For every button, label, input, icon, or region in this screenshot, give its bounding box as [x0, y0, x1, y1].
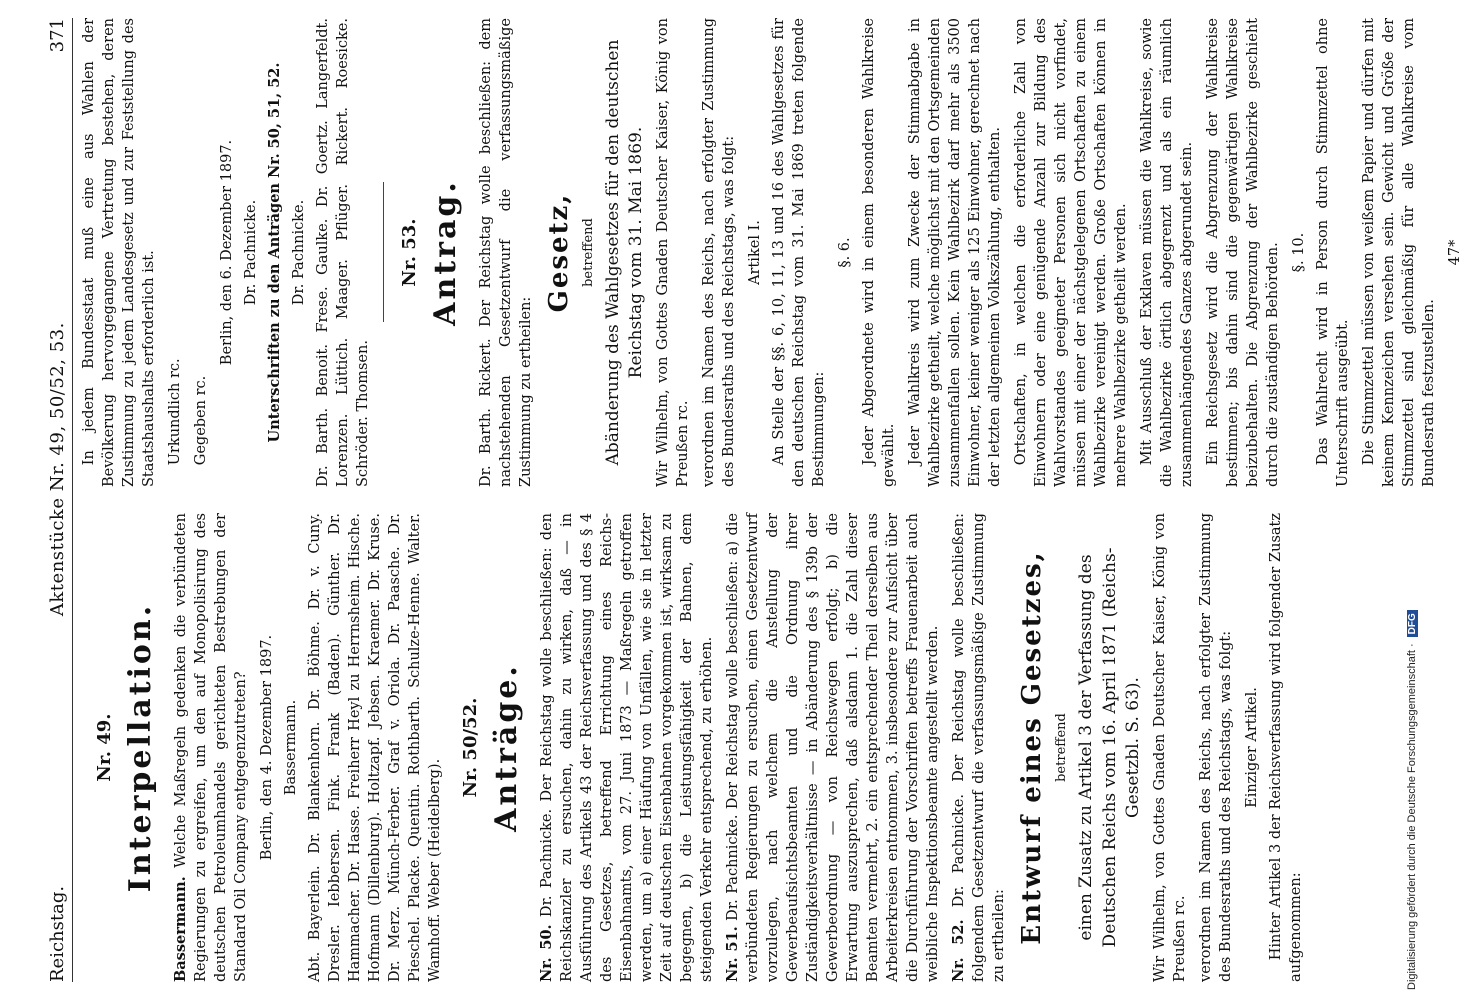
verordnen-1: verordnen im Namen des Reichs, nach erfolgter Zustimmung des Bundesraths und des Reichstags, was folgt: — [1197, 513, 1234, 982]
signatures-50-52: Dr. Barth. Benoit. Frese. Gaulke. Dr. Goertz. Langerfeldt. Lorenzen. Lüttich. Maager. Pflüger. Rickert. Roesicke. Schröder. Thomsen. — [315, 18, 371, 487]
header-center: Aktenstücke Nr. 49, 50/52, 53. — [47, 322, 68, 617]
par10: §. 10. — [1290, 232, 1307, 273]
p10a: Das Wahlrecht wird in Person durch Stimmzettel ohne Unterschrift ausgeübt. — [1314, 18, 1351, 487]
separator — [383, 183, 384, 323]
urkundlich: Urkundlich rc. — [167, 358, 183, 466]
par6: §. 6. — [836, 237, 853, 268]
dfg-credit — [1406, 10, 1418, 990]
dfg-logo: DFG — [1407, 610, 1418, 637]
nr50-label: Nr. 50. — [538, 924, 556, 982]
wir-1: Wir Wilhelm, von Gottes Gnaden Deutscher Kaiser, König von Preußen rc. — [1151, 513, 1188, 982]
an-stelle: An Stelle der §§. 6, 10, 11, 13 und 16 des Wahlgesetzes für den deutschen Reichstag vom 31. Mai 1869 treten folgende Bestimmungen: — [770, 18, 827, 487]
verordnen-2: verordnen im Namen des Reichs, nach erfolgter Zustimmung des Bundesraths und des Reichstags, was folgt: — [700, 18, 737, 487]
gegeben: Gegeben rc. — [193, 375, 209, 466]
betreffend-2: betreffend — [581, 218, 597, 287]
nr52-text: Dr. Pachnicke. Der Reichstag wolle beschließen: folgendem Gesetzentwurf die verfassungsmäßige Zustimmung zu ertheilen: — [951, 512, 1008, 982]
einziger-artikel: Einziger Artikel. — [1243, 687, 1260, 808]
nr51-text: Dr. Pachnicke. Der Reichstag wolle beschließen: a) die verbündeten Regierungen zu ersuchen, einen Gesetzentwurf vorzulegen, nach welchem die Anstellung der Gewerbeaufsichtsbeamten und die Ordnung ihrer Zuständigkeitsverhältnisse — in Abänderung des § 139b der Gewerbeordnung — von Reichswegen erfolgt; b) die Erwartung auszusprechen, daß alsdann 1. die Zahl dieser Beamten vermehrt, 2. ein entsprechender Theil derselben aus Arbeiterkreisen entnommen, 3. insbesondere zur Aufsicht über die Durchführung der Vorschriften betreffs Frauenarbeit auch weibliche Inspektionsbeamte angestellt werden. — [725, 512, 942, 982]
p6b: Jeder Wahlkreis wird zum Zwecke der Stimmabgabe in Wahlbezirke getheilt, welche möglichst mit den Ortsgemeinden zusammenfallen sollen. Kein Wahlbezirk darf mehr als 3500 Einwohner, keiner weniger als 125 Einwohner, gerechnet nach der letzten allgemeinen Volkszählung, enthalten. — [906, 18, 1003, 487]
entwurf-title: Entwurf eines Gesetzes, — [1017, 550, 1048, 945]
p6c: Ortschaften, in welchen die erforderliche Zahl von Einwohnern oder eine genügende Anzahl zur Bildung des Wahlvorstandes geeigneter Personen sich nicht vorfindet, müssen mit einer der nächstgelegenen Ortschaften zu einem Wahlbezirke vereinigt werden. Große Ortschaften können in mehrere Wahlbezirke getheilt werden. — [1012, 18, 1129, 487]
p10b: Die Stimmzettel müssen von weißem Papier und dürfen mit keinem Kennzeichen versehen sein. Gewicht und Größe der Stimmzettel sind gleichmäßig für alle Wahlkreise vom Bundesrath festzustellen. — [1360, 18, 1437, 487]
running-header — [6, 18, 73, 982]
antrag-title: Antrag. — [427, 179, 463, 326]
signer-52: Dr. Pachnicke. — [243, 199, 259, 306]
p6d: Mit Ausschluß der Exklaven müssen die Wahlkreise, sowie die Wahlbezirke örtlich abgegrenzt und als ein räumlich zusammenhängendes Ganzes abgerundet sein. — [1138, 18, 1195, 487]
column-right — [79, 18, 1463, 487]
interpellation-text: Welche Maßregeln gedenken die verbündeten Regierungen zu ergreifen, um den auf Monopolisirung des deutschen Petroleumhandels gerichteten Bestrebungen der Standard Oil Company entgegenzutreten? — [173, 513, 250, 982]
signer-49: Bassermann. — [283, 699, 300, 796]
zusatz-title: einen Zusatz zu Artikel 3 der Verfassung des Deutschen Reichs vom 16. April 1871 (Reichs-Gesetzbl. S. 63). — [1076, 547, 1144, 948]
header-left: Reichstag. — [47, 885, 68, 982]
artikel-1: Artikel I. — [746, 220, 763, 285]
signature-mark: 47* — [1446, 239, 1463, 266]
nr50-text: Dr. Pachnicke. Der Reichstag wolle beschließen: den Reichskanzler zu ersuchen, dahin zu wirken, daß — in Ausführung des Artikels 43 der Reichsverfassung und des § 4 des Gesetzes, betreffend Errichtung eines Reichs-Eisenbahnamts, vom 27. Juni 1873 — Maßregeln getroffen werden, um a) einer Häufung von Unfällen, wie sie in letzter Zeit auf deutschen Eisenbahnen vorgekommen ist, wirksam zu begegnen, b) die Leistungsfähigkeit der Bahnen, dem steigenden Verkehr entsprechend, zu erhöhen. — [539, 513, 716, 982]
dfg-credit-text: Digitalisierung gefördert durch die Deutsche Forschungsgemeinschaft · — [1406, 643, 1418, 990]
intro-text: In jedem Bundesstaat muß eine aus Wahlen der Bevölkerung hervorgegangene Vertretung bestehen, deren Zustimmung zu jedem Landesgesetz und zur Feststellung des Staatshaushalts erforderlich ist. — [81, 18, 157, 487]
nr53-text: Dr. Barth. Rickert. Der Reichstag wolle beschließen: dem nachstehenden Gesetzentwurf die verfassungsmäßige Zustimmung zu ertheilen: — [478, 18, 535, 487]
p6a: Jeder Abgeordnete wird in einem besonderen Wahlkreise gewählt. — [860, 18, 897, 487]
date-52: Berlin, den 6. Dezember 1897. — [219, 139, 235, 366]
nr49-heading: Nr. 49. — [94, 713, 115, 782]
date-49: Berlin, den 4. Dezember 1897. — [259, 634, 276, 861]
antraege-title: Anträge. — [489, 663, 525, 832]
nr52-label: Nr. 52. — [950, 919, 968, 982]
aenderung-title: Abänderung des Wahlgesetzes für den deutschen Reichstag vom 31. Mai 1869. — [603, 39, 647, 466]
dfg-margin — [1400, 0, 1434, 1000]
wir-2: Wir Wilhelm, von Gottes Gnaden Deutscher Kaiser, König von Preußen rc. — [654, 18, 691, 487]
column-left — [79, 513, 1349, 982]
interpellation-title: Interpellation. — [122, 602, 158, 893]
betreffend-1: betreffend — [1054, 713, 1070, 782]
signatures-49: Abt. Bayerlein. Dr. Blankenhorn. Dr. Böhme. Dr. v. Cuny. Dresler. Iebbersen. Fink. Frank (Baden). Günther. Dr. Hammacher. Dr. Hasse. Freiherr Heyl zu Herrnsheim. Hische. Hofmann (Dillenburg). Holtzapf. Jebsen. Kraemer. Dr. Kruse. Dr. Merz. Münch-Ferber. Graf v. Oriola. Dr. Paasche. Dr. Pieschel. Placke. Quentin. Rothbarth. Schulze-Henne. Walter. Wamhoff. Weber (Heidelberg). — [307, 513, 444, 982]
unterschriften-heading: Unterschriften zu den Anträgen Nr. 50, 51, 52. — [266, 62, 283, 443]
nr5052-heading: Nr. 50/52. — [460, 697, 482, 798]
hinter-artikel: Hinter Artikel 3 der Reichsverfassung wird folgender Zusatz aufgenommen: — [1267, 513, 1304, 982]
gesetz-title: Gesetz, — [544, 192, 575, 313]
nr53-heading: Nr. 53. — [399, 218, 420, 287]
page-number: 371 — [47, 18, 68, 53]
nr51-label: Nr. 51. — [724, 926, 742, 982]
p6e: Ein Reichsgesetz wird die Abgrenzung der Wahlkreise bestimmen; bis dahin sind die gegenwärtigen Wahlkreise beizubehalten. Die Abgrenzung der Wahlbezirke geschieht durch die zuständigen Behörden. — [1204, 18, 1281, 487]
bassermann-label: Bassermann. — [172, 876, 190, 982]
signer-pachnicke: Dr. Pachnicke. — [291, 199, 307, 306]
